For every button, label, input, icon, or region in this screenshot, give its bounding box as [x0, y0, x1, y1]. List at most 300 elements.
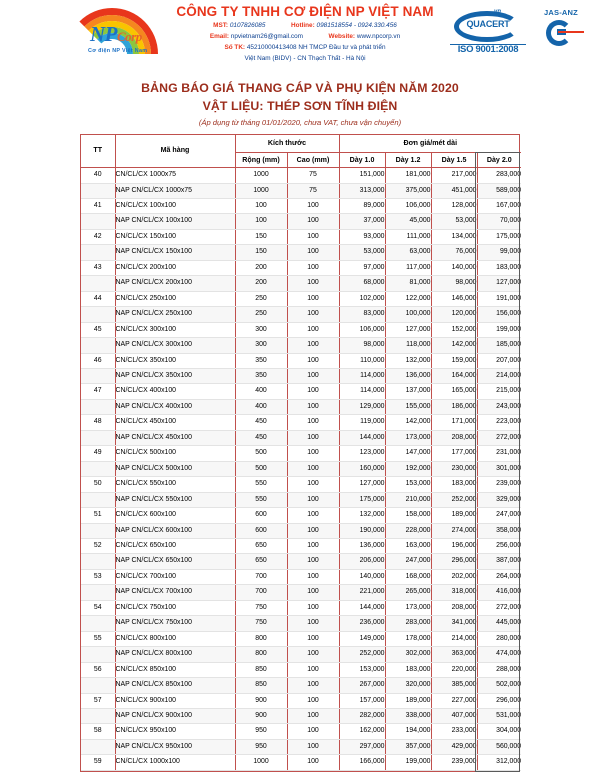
cell-tt [81, 647, 115, 662]
column-header-rong: Rộng (mm) [235, 152, 287, 167]
cell-day-10: 102,000 [339, 291, 385, 306]
table-row [81, 538, 521, 553]
cell-day-20: 502,000 [477, 678, 521, 693]
cell-day-15: 98,000 [431, 276, 477, 291]
table-row [81, 446, 521, 461]
cell-day-20: 183,000 [477, 260, 521, 275]
logo-tagline: Cơ điện NP Việt Nam [88, 48, 148, 54]
cell-tt: 49 [81, 446, 115, 461]
cell-tt: 46 [81, 353, 115, 368]
cell-cao: 100 [287, 415, 339, 430]
table-row [81, 415, 521, 430]
cell-day-20: 445,000 [477, 616, 521, 631]
cell-ma-hang: CN/CL/CX 900x100 [115, 693, 235, 708]
cell-day-20: 167,000 [477, 199, 521, 214]
cell-rong: 350 [235, 369, 287, 384]
cell-cao: 100 [287, 276, 339, 291]
cell-ma-hang: NAP CN/CL/CX 550x100 [115, 492, 235, 507]
cell-rong: 150 [235, 245, 287, 260]
cell-tt: 44 [81, 291, 115, 306]
cell-day-20: 70,000 [477, 214, 521, 229]
cell-day-10: 110,000 [339, 353, 385, 368]
cell-day-10: 166,000 [339, 755, 385, 770]
cell-tt [81, 739, 115, 754]
cell-day-12: 100,000 [385, 307, 431, 322]
cell-day-20: 283,000 [477, 168, 521, 183]
cell-tt [81, 276, 115, 291]
cell-ma-hang: NAP CN/CL/CX 900x100 [115, 708, 235, 723]
company-logo [4, 2, 164, 68]
cell-day-20: 264,000 [477, 569, 521, 584]
cell-day-20: 560,000 [477, 739, 521, 754]
cell-day-20: 358,000 [477, 523, 521, 538]
cell-day-10: 68,000 [339, 276, 385, 291]
cell-rong: 150 [235, 229, 287, 244]
cell-ma-hang: NAP CN/CL/CX 950x100 [115, 739, 235, 754]
cell-cao: 100 [287, 538, 339, 553]
cell-day-20: 474,000 [477, 647, 521, 662]
cell-tt [81, 183, 115, 198]
cell-day-10: 151,000 [339, 168, 385, 183]
table-row [81, 616, 521, 631]
contact-line-tax-hotline [164, 20, 446, 31]
cell-tt [81, 616, 115, 631]
cell-day-20: 239,000 [477, 477, 521, 492]
cell-tt: 42 [81, 229, 115, 244]
cell-cao: 100 [287, 229, 339, 244]
table-row [81, 739, 521, 754]
company-name: CÔNG TY TNHH CƠ ĐIỆN NP VIỆT NAM [176, 4, 434, 19]
cell-rong: 300 [235, 322, 287, 337]
cell-day-20: 199,000 [477, 322, 521, 337]
cell-rong: 750 [235, 616, 287, 631]
cell-day-12: 158,000 [385, 508, 431, 523]
table-row [81, 199, 521, 214]
cell-day-20: 207,000 [477, 353, 521, 368]
cell-day-15: 171,000 [431, 415, 477, 430]
cell-day-20: 272,000 [477, 600, 521, 615]
cell-ma-hang: CN/CL/CX 1000x75 [115, 168, 235, 183]
cell-ma-hang: NAP CN/CL/CX 200x100 [115, 276, 235, 291]
cell-day-15: 407,000 [431, 708, 477, 723]
document-title-block [0, 80, 600, 127]
cell-day-12: 163,000 [385, 538, 431, 553]
cell-day-12: 247,000 [385, 554, 431, 569]
cell-rong: 650 [235, 554, 287, 569]
cell-day-15: 196,000 [431, 538, 477, 553]
cell-day-10: 127,000 [339, 477, 385, 492]
cell-day-15: 341,000 [431, 616, 477, 631]
contact-line-bank-branch [164, 53, 446, 64]
table-row [81, 384, 521, 399]
cell-tt [81, 399, 115, 414]
cell-ma-hang: NAP CN/CL/CX 700x100 [115, 585, 235, 600]
letterhead [0, 0, 600, 70]
cell-ma-hang: NAP CN/CL/CX 350x100 [115, 369, 235, 384]
cell-tt: 51 [81, 508, 115, 523]
cell-day-10: 132,000 [339, 508, 385, 523]
cell-day-10: 129,000 [339, 399, 385, 414]
iso-certification-text: ISO 9001:2008 [457, 44, 519, 55]
table-row [81, 693, 521, 708]
page-subtitle: VẬT LIỆU: THÉP SƠN TĨNH ĐIỆN [202, 98, 398, 113]
cell-day-20: 247,000 [477, 508, 521, 523]
cell-rong: 950 [235, 739, 287, 754]
price-table-head [81, 135, 521, 168]
cell-day-15: 227,000 [431, 693, 477, 708]
cell-day-12: 132,000 [385, 353, 431, 368]
cell-day-15: 120,000 [431, 307, 477, 322]
cell-day-12: 375,000 [385, 183, 431, 198]
cell-ma-hang: NAP CN/CL/CX 800x100 [115, 647, 235, 662]
cell-day-10: 136,000 [339, 538, 385, 553]
cell-day-12: 111,000 [385, 229, 431, 244]
cell-day-12: 228,000 [385, 523, 431, 538]
cell-ma-hang: NAP CN/CL/CX 850x100 [115, 678, 235, 693]
cell-day-20: 329,000 [477, 492, 521, 507]
cell-day-20: 175,000 [477, 229, 521, 244]
cell-tt: 48 [81, 415, 115, 430]
cell-day-12: 181,000 [385, 168, 431, 183]
cell-rong: 850 [235, 662, 287, 677]
cell-day-12: 117,000 [385, 260, 431, 275]
quacert-vn-text: vn [494, 9, 502, 15]
cell-ma-hang: CN/CL/CX 150x100 [115, 229, 235, 244]
cell-cao: 75 [287, 183, 339, 198]
cell-cao: 100 [287, 369, 339, 384]
cell-cao: 100 [287, 616, 339, 631]
cell-rong: 900 [235, 708, 287, 723]
table-row [81, 662, 521, 677]
cell-rong: 550 [235, 477, 287, 492]
cell-cao: 100 [287, 477, 339, 492]
cell-ma-hang: NAP CN/CL/CX 150x100 [115, 245, 235, 260]
cell-day-15: 152,000 [431, 322, 477, 337]
mst-label: MST: [213, 21, 229, 29]
cell-day-10: 221,000 [339, 585, 385, 600]
cell-day-20: 387,000 [477, 554, 521, 569]
cell-ma-hang: CN/CL/CX 800x100 [115, 631, 235, 646]
cell-cao: 100 [287, 647, 339, 662]
column-group-header-kich-thuoc: Kích thước [235, 135, 339, 153]
cell-tt [81, 585, 115, 600]
cell-rong: 600 [235, 508, 287, 523]
cell-day-20: 312,000 [477, 755, 521, 770]
table-row [81, 245, 521, 260]
logo-np-text: NP [90, 22, 117, 46]
logo-corp-text: Corp [117, 29, 142, 44]
cell-day-12: 199,000 [385, 755, 431, 770]
cell-rong: 450 [235, 430, 287, 445]
cell-cao: 100 [287, 755, 339, 770]
cell-day-15: 230,000 [431, 461, 477, 476]
cell-ma-hang: CN/CL/CX 600x100 [115, 508, 235, 523]
cell-ma-hang: NAP CN/CL/CX 300x100 [115, 338, 235, 353]
cell-day-10: 93,000 [339, 229, 385, 244]
table-row [81, 430, 521, 445]
cell-day-15: 128,000 [431, 199, 477, 214]
cell-ma-hang: NAP CN/CL/CX 400x100 [115, 399, 235, 414]
cell-day-15: 53,000 [431, 214, 477, 229]
cell-day-20: 589,000 [477, 183, 521, 198]
cell-tt: 59 [81, 755, 115, 770]
cell-day-10: 206,000 [339, 554, 385, 569]
cell-ma-hang: NAP CN/CL/CX 250x100 [115, 307, 235, 322]
cell-cao: 100 [287, 708, 339, 723]
cell-day-20: 531,000 [477, 708, 521, 723]
cell-tt [81, 369, 115, 384]
cell-tt [81, 214, 115, 229]
cell-rong: 500 [235, 461, 287, 476]
cell-ma-hang: NAP CN/CL/CX 100x100 [115, 214, 235, 229]
cell-day-15: 274,000 [431, 523, 477, 538]
cell-day-12: 63,000 [385, 245, 431, 260]
price-table-body [81, 168, 521, 771]
cell-ma-hang: CN/CL/CX 300x100 [115, 322, 235, 337]
cell-day-15: 214,000 [431, 631, 477, 646]
cell-rong: 500 [235, 446, 287, 461]
cell-day-20: 215,000 [477, 384, 521, 399]
cell-day-10: 313,000 [339, 183, 385, 198]
email-label: Email: [209, 32, 229, 40]
cell-day-10: 106,000 [339, 322, 385, 337]
cell-rong: 400 [235, 384, 287, 399]
cell-day-12: 189,000 [385, 693, 431, 708]
cell-rong: 1000 [235, 168, 287, 183]
cell-day-20: 243,000 [477, 399, 521, 414]
cell-day-15: 142,000 [431, 338, 477, 353]
cell-tt: 41 [81, 199, 115, 214]
cell-tt: 56 [81, 662, 115, 677]
table-row [81, 724, 521, 739]
bank-branch-value: Việt Nam (BIDV) - CN Thạch Thất - Hà Nội [244, 55, 366, 63]
cell-ma-hang: CN/CL/CX 200x100 [115, 260, 235, 275]
cell-day-10: 162,000 [339, 724, 385, 739]
cell-rong: 200 [235, 276, 287, 291]
table-row [81, 477, 521, 492]
table-row [81, 369, 521, 384]
cell-tt: 40 [81, 168, 115, 183]
jas-anz-label: JAS-ANZ [544, 8, 578, 17]
cell-cao: 100 [287, 260, 339, 275]
cell-cao: 100 [287, 508, 339, 523]
cell-day-15: 239,000 [431, 755, 477, 770]
cell-cao: 100 [287, 492, 339, 507]
cell-day-15: 217,000 [431, 168, 477, 183]
table-row [81, 523, 521, 538]
cell-day-12: 168,000 [385, 569, 431, 584]
contact-line-bank [164, 42, 446, 53]
table-row [81, 461, 521, 476]
cell-rong: 850 [235, 678, 287, 693]
cell-day-20: 416,000 [477, 585, 521, 600]
table-row [81, 631, 521, 646]
cell-ma-hang: CN/CL/CX 450x100 [115, 415, 235, 430]
cell-day-20: 304,000 [477, 724, 521, 739]
cell-tt: 43 [81, 260, 115, 275]
cell-tt: 50 [81, 477, 115, 492]
bank-account-label: Số TK: [224, 43, 246, 51]
cell-ma-hang: CN/CL/CX 250x100 [115, 291, 235, 306]
column-header-cao: Cao (mm) [287, 152, 339, 167]
cell-day-10: 37,000 [339, 214, 385, 229]
cell-ma-hang: CN/CL/CX 750x100 [115, 600, 235, 615]
cell-tt [81, 245, 115, 260]
cell-tt: 55 [81, 631, 115, 646]
cell-day-15: 186,000 [431, 399, 477, 414]
table-row [81, 338, 521, 353]
cell-day-12: 147,000 [385, 446, 431, 461]
cell-day-10: 144,000 [339, 600, 385, 615]
cell-cao: 100 [287, 399, 339, 414]
cell-day-10: 140,000 [339, 569, 385, 584]
cell-rong: 450 [235, 415, 287, 430]
table-row [81, 276, 521, 291]
cell-rong: 200 [235, 260, 287, 275]
table-row [81, 708, 521, 723]
cell-day-12: 155,000 [385, 399, 431, 414]
cell-cao: 100 [287, 662, 339, 677]
quacert-logo [450, 10, 526, 55]
cell-cao: 100 [287, 199, 339, 214]
cell-ma-hang: CN/CL/CX 950x100 [115, 724, 235, 739]
page-title: BẢNG BÁO GIÁ THANG CÁP VÀ PHỤ KIỆN NĂM 2020 [141, 81, 459, 95]
cell-rong: 800 [235, 631, 287, 646]
cell-rong: 700 [235, 585, 287, 600]
cell-day-12: 173,000 [385, 600, 431, 615]
table-row [81, 755, 521, 770]
table-row [81, 508, 521, 523]
cell-rong: 100 [235, 214, 287, 229]
price-table-container [80, 134, 520, 772]
cell-day-10: 157,000 [339, 693, 385, 708]
cell-rong: 350 [235, 353, 287, 368]
price-table [81, 135, 521, 771]
cell-day-12: 127,000 [385, 322, 431, 337]
table-row [81, 554, 521, 569]
hotline-label: Hotline: [290, 21, 315, 29]
cell-cao: 100 [287, 569, 339, 584]
cell-rong: 750 [235, 600, 287, 615]
cell-day-15: 208,000 [431, 430, 477, 445]
hotline-value: 0981518554 - 0924.330.456 [316, 21, 397, 29]
table-row [81, 229, 521, 244]
cell-tt [81, 430, 115, 445]
cell-cao: 100 [287, 446, 339, 461]
cell-cao: 100 [287, 600, 339, 615]
cell-tt: 57 [81, 693, 115, 708]
cell-cao: 100 [287, 523, 339, 538]
cell-day-15: 159,000 [431, 353, 477, 368]
table-row [81, 569, 521, 584]
jas-anz-bar-shape [558, 31, 584, 33]
cell-day-20: 272,000 [477, 430, 521, 445]
website-value[interactable]: www.npcorp.vn [356, 32, 401, 40]
page-title-note: (Áp dụng từ tháng 01/01/2020, chưa VAT, chưa vận chuyển) [198, 117, 402, 127]
cell-rong: 400 [235, 399, 287, 414]
cell-day-10: 123,000 [339, 446, 385, 461]
cell-day-15: 140,000 [431, 260, 477, 275]
cell-day-15: 220,000 [431, 662, 477, 677]
column-header-day-12: Dày 1.2 [385, 152, 431, 167]
cell-day-12: 137,000 [385, 384, 431, 399]
table-row [81, 183, 521, 198]
cell-ma-hang: CN/CL/CX 350x100 [115, 353, 235, 368]
cell-day-10: 282,000 [339, 708, 385, 723]
cell-day-15: 177,000 [431, 446, 477, 461]
table-row [81, 168, 521, 183]
column-header-day-10: Dày 1.0 [339, 152, 385, 167]
cell-day-12: 210,000 [385, 492, 431, 507]
cell-day-12: 265,000 [385, 585, 431, 600]
cell-day-10: 190,000 [339, 523, 385, 538]
quacert-wordmark: QUACERT [466, 19, 510, 29]
cell-day-15: 318,000 [431, 585, 477, 600]
cell-tt: 58 [81, 724, 115, 739]
cell-day-20: 231,000 [477, 446, 521, 461]
cell-day-20: 99,000 [477, 245, 521, 260]
cell-day-10: 114,000 [339, 369, 385, 384]
cell-day-10: 83,000 [339, 307, 385, 322]
cell-day-15: 202,000 [431, 569, 477, 584]
cell-rong: 650 [235, 538, 287, 553]
cell-cao: 100 [287, 322, 339, 337]
cell-cao: 100 [287, 678, 339, 693]
cell-tt: 52 [81, 538, 115, 553]
cell-day-15: 451,000 [431, 183, 477, 198]
jas-anz-logo [532, 8, 590, 48]
cell-day-12: 118,000 [385, 338, 431, 353]
email-value[interactable]: npvietnam26@gmail.com [230, 32, 303, 40]
cell-rong: 900 [235, 693, 287, 708]
table-row [81, 585, 521, 600]
bank-account-value: 45210000413408 NH TMCP Đầu tư và phát triển [246, 43, 386, 51]
cell-day-20: 256,000 [477, 538, 521, 553]
cell-tt: 53 [81, 569, 115, 584]
cell-cao: 100 [287, 430, 339, 445]
cell-day-20: 280,000 [477, 631, 521, 646]
table-row [81, 214, 521, 229]
cell-day-15: 233,000 [431, 724, 477, 739]
cell-day-10: 53,000 [339, 245, 385, 260]
table-row [81, 322, 521, 337]
cell-day-15: 165,000 [431, 384, 477, 399]
table-row [81, 307, 521, 322]
cell-day-15: 296,000 [431, 554, 477, 569]
cell-cao: 100 [287, 245, 339, 260]
cell-tt: 54 [81, 600, 115, 615]
table-header-group-row [81, 135, 521, 153]
jas-anz-mark-icon [532, 18, 590, 48]
cell-ma-hang: CN/CL/CX 1000x100 [115, 755, 235, 770]
cell-ma-hang: NAP CN/CL/CX 1000x75 [115, 183, 235, 198]
mst-value: 0107826085 [229, 21, 266, 29]
cell-ma-hang: NAP CN/CL/CX 500x100 [115, 461, 235, 476]
cell-tt [81, 708, 115, 723]
cell-day-15: 183,000 [431, 477, 477, 492]
cell-tt [81, 307, 115, 322]
certification-logos [446, 2, 596, 68]
cell-day-12: 183,000 [385, 662, 431, 677]
cell-rong: 300 [235, 338, 287, 353]
table-row [81, 678, 521, 693]
contact-line-email-website [164, 31, 446, 42]
cell-cao: 100 [287, 554, 339, 569]
cell-day-10: 89,000 [339, 199, 385, 214]
cell-tt [81, 554, 115, 569]
cell-day-10: 297,000 [339, 739, 385, 754]
cell-cao: 100 [287, 214, 339, 229]
